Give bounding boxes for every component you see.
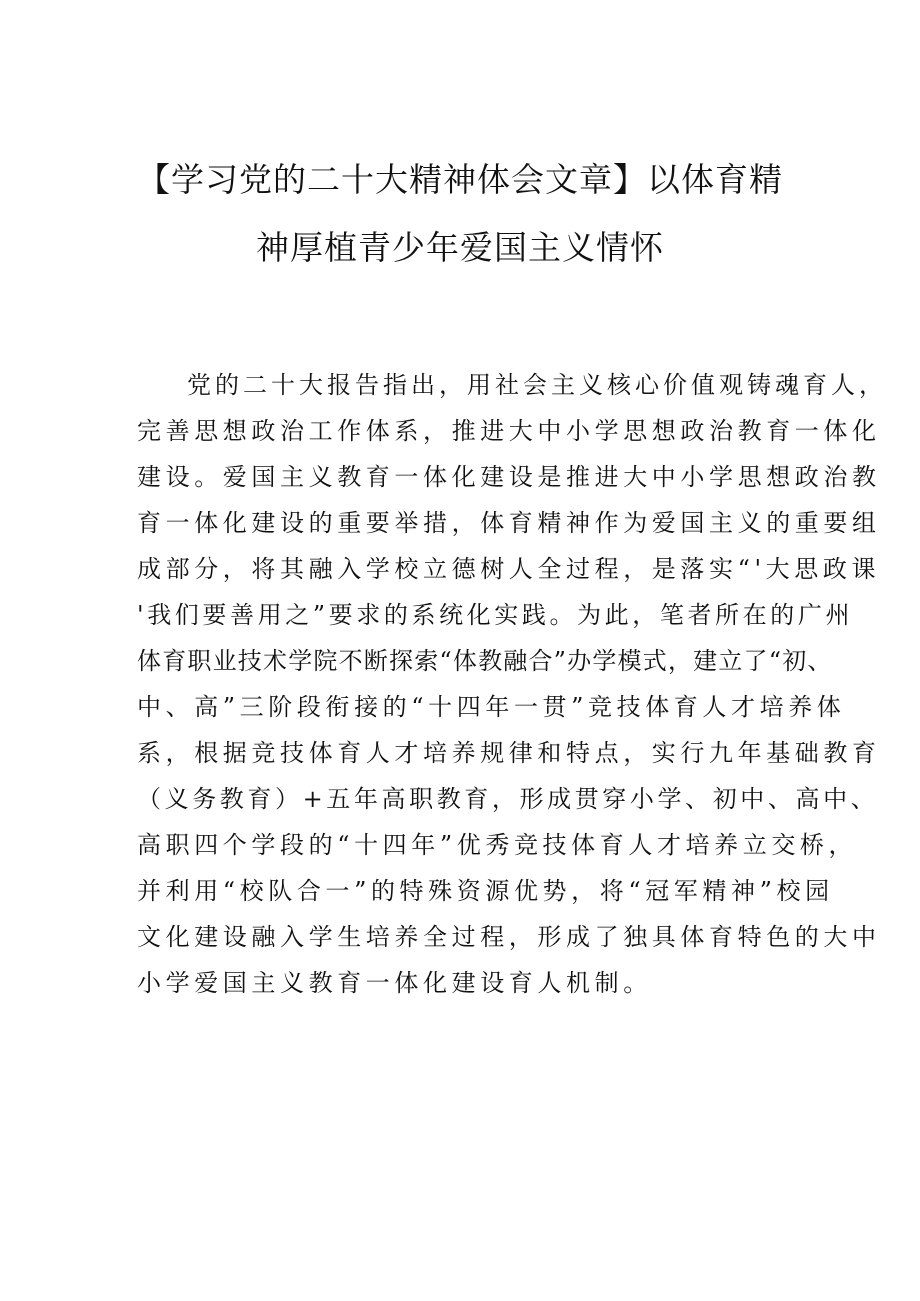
document-title-line-2: 神厚植青少年爱国主义情怀 xyxy=(256,228,664,267)
paragraph-line: 小学爱国主义教育一体化建设育人机制。 xyxy=(137,969,652,997)
paragraph-line: 系，根据竞技体育人才培养规律和特点，实行九年基础教育 xyxy=(137,739,881,767)
paragraph-line: '我们要善用之”要求的系统化实践。为此，笔者所在的广州 xyxy=(137,601,854,629)
paragraph-line: 育一体化建设的重要举措，体育精神作为爱国主义的重要组 xyxy=(137,509,881,537)
paragraph-line: 并利用“校队合一”的特殊资源优势，将“冠军精神”校园 xyxy=(137,877,834,905)
paragraph-line: 高职四个学段的“十四年”优秀竞技体育人才培养立交桥， xyxy=(137,831,858,859)
paragraph-line: 建设。爱国主义教育一体化建设是推进大中小学思想政治教 xyxy=(137,463,881,491)
paragraph-line: 文化建设融入学生培养全过程，形成了独具体育特色的大中 xyxy=(137,923,881,951)
paragraph-line: 体育职业技术学院不断探索“体教融合”办学模式，建立了“初、 xyxy=(137,647,833,675)
paragraph-line: 完善思想政治工作体系，推进大中小学思想政治教育一体化 xyxy=(137,417,881,445)
paragraph-line: 党的二十大报告指出，用社会主义核心价值观铸魂育人， xyxy=(187,371,887,399)
paragraph-line: 中、高”三阶段衔接的“十四年一贯”竞技体育人才培养体 xyxy=(137,693,846,721)
paragraph-line: （义务教育）+五年高职教育，形成贯穿小学、初中、高中、 xyxy=(137,785,879,813)
paragraph-line: 成部分，将其融入学校立德树人全过程，是落实“'大思政课 xyxy=(137,555,881,583)
document-title-line-1: 【学习党的二十大精神体会文章】以体育精 xyxy=(137,160,783,199)
